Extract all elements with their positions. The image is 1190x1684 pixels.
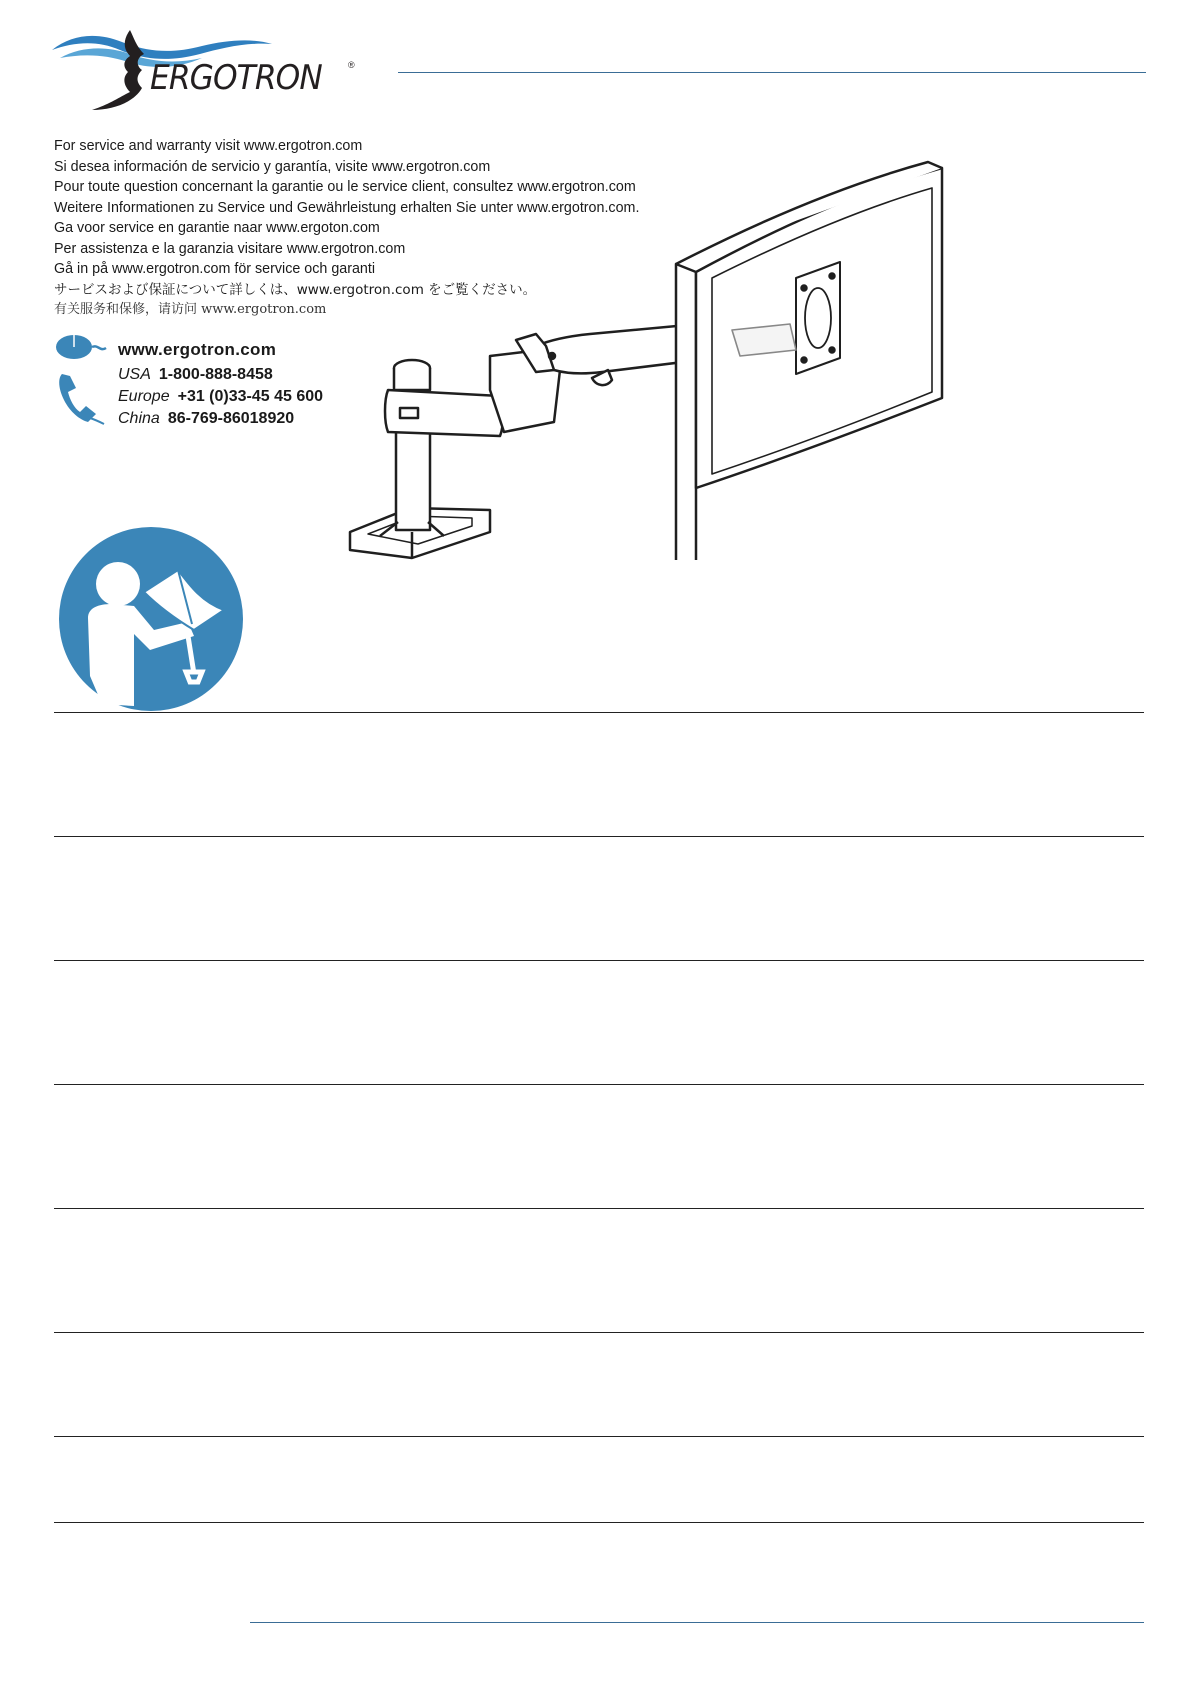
service-line-fr: Pour toute question concernant la garantie ou le service client, consultez www.ergotron.com	[54, 179, 636, 195]
section-divider	[54, 712, 1144, 713]
service-line-nl: Ga voor service en garantie naar www.ergoton.com	[54, 220, 380, 236]
section-divider	[54, 1332, 1144, 1333]
footer-rule	[250, 1622, 1144, 1623]
service-line-es: Si desea información de servicio y garantía, visite www.ergotron.com	[54, 158, 491, 175]
phone-number[interactable]: 86-769-86018920	[167, 410, 295, 427]
ergotron-logo	[52, 28, 372, 120]
mouse-icon	[54, 330, 112, 364]
contact-phone-china	[118, 410, 294, 428]
phone-number[interactable]: 1-800-888-8458	[158, 366, 273, 383]
contact-phone-usa	[118, 366, 273, 384]
service-line-ja: サービスおよび保証について詳しくは、www.ergotron.com をご覧ください。	[54, 281, 537, 298]
phone-region-label: USA	[118, 366, 151, 383]
section-divider	[54, 836, 1144, 837]
monitor-arm-illustration	[340, 160, 960, 560]
section-divider	[54, 1436, 1144, 1437]
phone-region-label: China	[118, 410, 160, 427]
section-divider	[54, 1522, 1144, 1523]
header-rule	[398, 72, 1146, 73]
brand-wordmark: ERGOTRON	[150, 58, 322, 98]
service-line-de: Weitere Informationen zu Service und Gewährleistung erhalten Sie unter www.ergotron.com.	[54, 199, 640, 216]
phone-number[interactable]: +31 (0)33-45 45 600	[177, 388, 324, 405]
phone-icon	[56, 370, 108, 426]
service-line-it: Per assistenza e la garanzia visitare www.ergotron.com	[54, 240, 406, 257]
read-manual-icon	[58, 526, 244, 712]
contact-website[interactable]: www.ergotron.com	[118, 340, 277, 359]
section-divider	[54, 1208, 1144, 1209]
section-divider	[54, 1084, 1144, 1085]
contact-phone-europe	[118, 388, 323, 406]
phone-region-label: Europe	[118, 388, 170, 405]
service-line-sv: Gå in på www.ergotron.com för service och garanti	[54, 261, 376, 277]
registered-mark: ®	[348, 60, 355, 70]
service-line-en: For service and warranty visit www.ergotron.com	[54, 138, 363, 154]
service-line-zh: 有关服务和保修，请访问 www.ergotron.com	[54, 302, 327, 317]
section-divider	[54, 960, 1144, 961]
